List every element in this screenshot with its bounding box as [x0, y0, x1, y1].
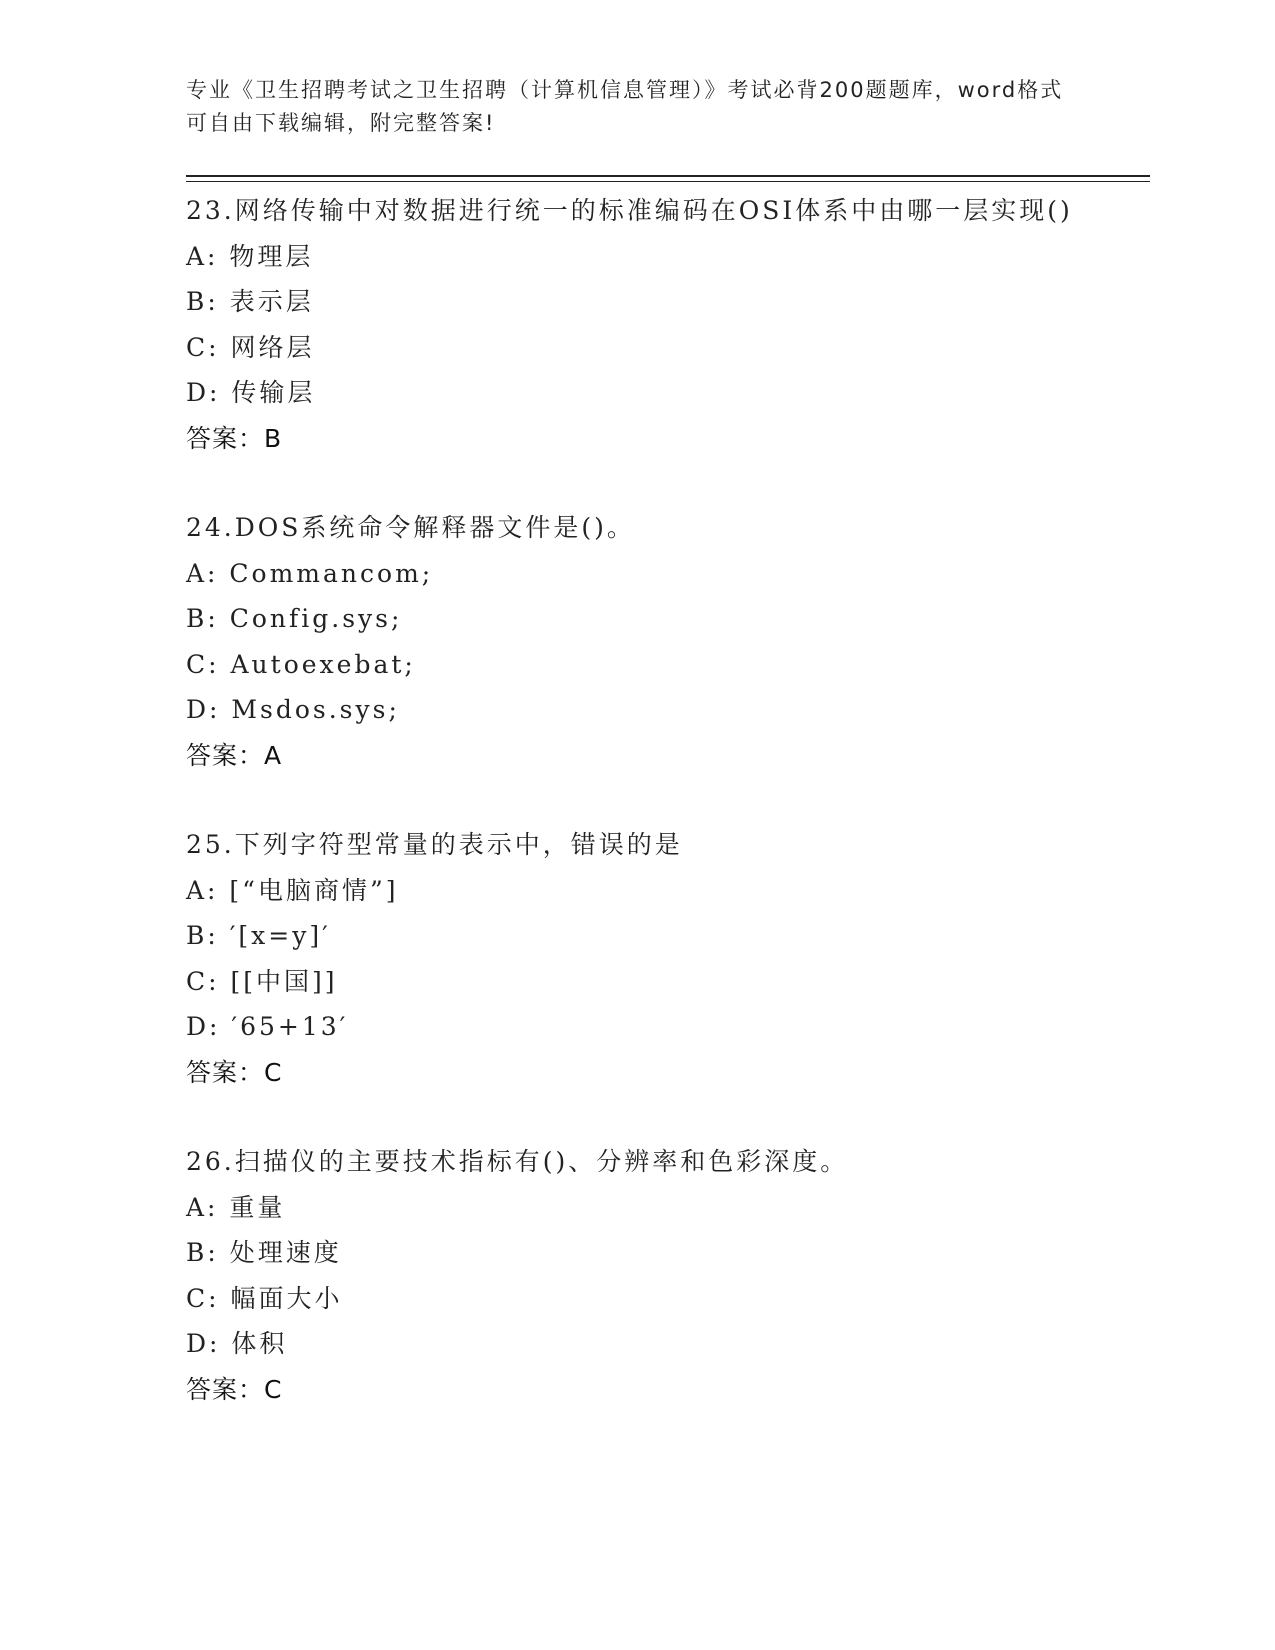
- option-c: C: 幅面大小: [186, 1283, 343, 1313]
- question-list: [186, 188, 1150, 1456]
- question-23: [186, 188, 1150, 461]
- option-a: A: Commancom;: [186, 558, 434, 588]
- option-d: D: 传输层: [186, 378, 316, 407]
- option-b: B: 处理速度: [186, 1238, 342, 1267]
- answer-line: 答案：C: [186, 1057, 283, 1087]
- option-b: B: 表示层: [186, 287, 314, 316]
- question-stem: 23.网络传输中对数据进行统一的标准编码在OSI体系中由哪一层实现(): [186, 196, 1073, 225]
- answer-line: 答案：A: [186, 740, 283, 770]
- question-24: [186, 505, 1150, 778]
- header-divider-thin: [186, 181, 1150, 182]
- option-a: A: 物理层: [186, 241, 314, 271]
- option-c: C: Autoexebat;: [186, 649, 416, 679]
- question-stem: 25.下列字符型常量的表示中，错误的是: [186, 830, 683, 859]
- document-header: 专业《卫生招聘考试之卫生招聘（计算机信息管理）》考试必背200题题库，word格式可自由下载编辑，附完整答案!: [186, 78, 1064, 135]
- option-a: A: [“电脑商情”]: [186, 875, 399, 905]
- option-c: C: [[中国]]: [186, 966, 338, 996]
- question-26: [186, 1139, 1150, 1412]
- question-stem: 24.DOS系统命令解释器文件是()。: [186, 513, 635, 542]
- option-b: B: ′[x=y]′: [186, 921, 331, 950]
- option-b: B: Config.sys;: [186, 604, 403, 633]
- answer-line: 答案：B: [186, 423, 283, 453]
- option-a: A: 重量: [186, 1192, 286, 1222]
- option-d: D: 体积: [186, 1329, 288, 1358]
- option-d: D: ′65+13′: [186, 1012, 349, 1041]
- option-c: C: 网络层: [186, 332, 315, 362]
- header-divider-thick: [186, 175, 1150, 177]
- question-stem: 26.扫描仪的主要技术指标有()、分辨率和色彩深度。: [186, 1147, 849, 1176]
- question-25: [186, 822, 1150, 1095]
- answer-line: 答案：C: [186, 1374, 283, 1404]
- option-d: D: Msdos.sys;: [186, 695, 400, 724]
